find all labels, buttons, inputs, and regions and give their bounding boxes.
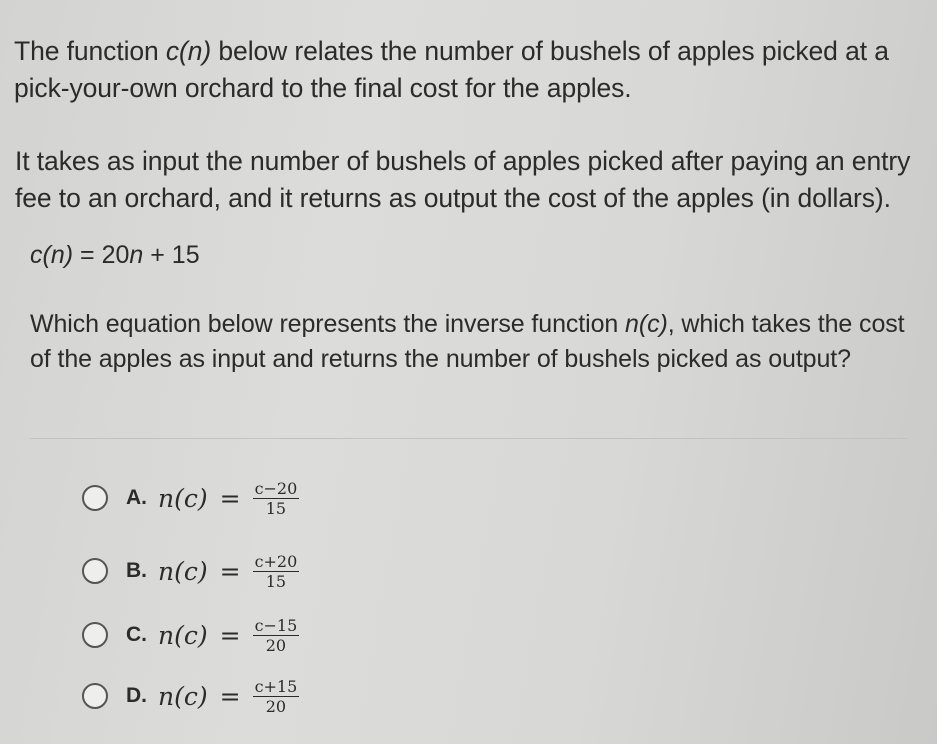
answer-option-b[interactable] [82,551,299,591]
function-definition [30,238,200,272]
option-letter: B. [126,559,147,582]
equation-lhs: n(c) [158,681,208,711]
fraction-denominator: 15 [265,498,287,518]
equation-equals: = [219,620,241,650]
equation-lhs: n(c) [158,620,208,650]
equation-equals: = [219,483,241,513]
fraction [253,678,300,715]
radio-button-b[interactable] [82,558,108,584]
fraction-denominator: 20 [265,696,287,716]
prompt-text-end: , which takes the cost of the apples as input and returns the number of bushels picked as output? [30,310,905,373]
option-equation [158,678,299,715]
option-letter: D. [126,684,147,707]
answer-option-d[interactable] [82,676,299,716]
fraction-numerator: c+20 [254,551,298,571]
function-constant: + 15 [143,241,200,269]
equation-equals: = [219,681,241,711]
function-equals: = [80,241,95,269]
fraction [253,617,300,654]
radio-button-a[interactable] [82,485,108,511]
function-name: c(n) [165,36,212,66]
equation-lhs: n(c) [158,483,208,513]
function-coefficient: 20 [101,241,130,269]
answer-option-a[interactable] [82,478,299,518]
fraction-denominator: 20 [265,635,287,655]
intro-text-end: below relates the number of bushels of apples picked at a pick-your-own orchard to the final cost for the apples. [14,36,889,103]
equation-lhs: n(c) [158,556,208,586]
radio-button-c[interactable] [82,622,108,648]
fraction-numerator: c−15 [254,615,298,635]
option-equation [158,617,299,654]
option-letter: C. [126,623,147,646]
divider [30,438,908,439]
fraction-numerator: c+15 [254,676,298,696]
answer-option-c[interactable] [82,615,299,655]
fraction [253,553,300,590]
question-prompt [30,307,910,377]
description-paragraph: It takes as input the number of bushels of apples picked after paying an entry fee to an orchard, and it returns as output the cost of the apples (in dollars). [15,146,911,213]
option-equation [158,480,299,517]
option-equation [158,553,299,590]
fraction-numerator: c−20 [254,478,298,498]
equation-equals: = [219,556,241,586]
option-letter: A. [126,486,147,509]
fraction [253,480,300,517]
intro-paragraph [14,33,929,107]
function-variable: n [129,241,144,269]
prompt-text-start: Which equation below represents the inverse function [30,310,626,338]
inverse-function-name: n(c) [625,310,668,338]
fraction-denominator: 15 [265,571,287,591]
radio-button-d[interactable] [82,683,108,709]
function-lhs: c(n) [30,241,74,269]
intro-text-start: The function [14,36,166,66]
